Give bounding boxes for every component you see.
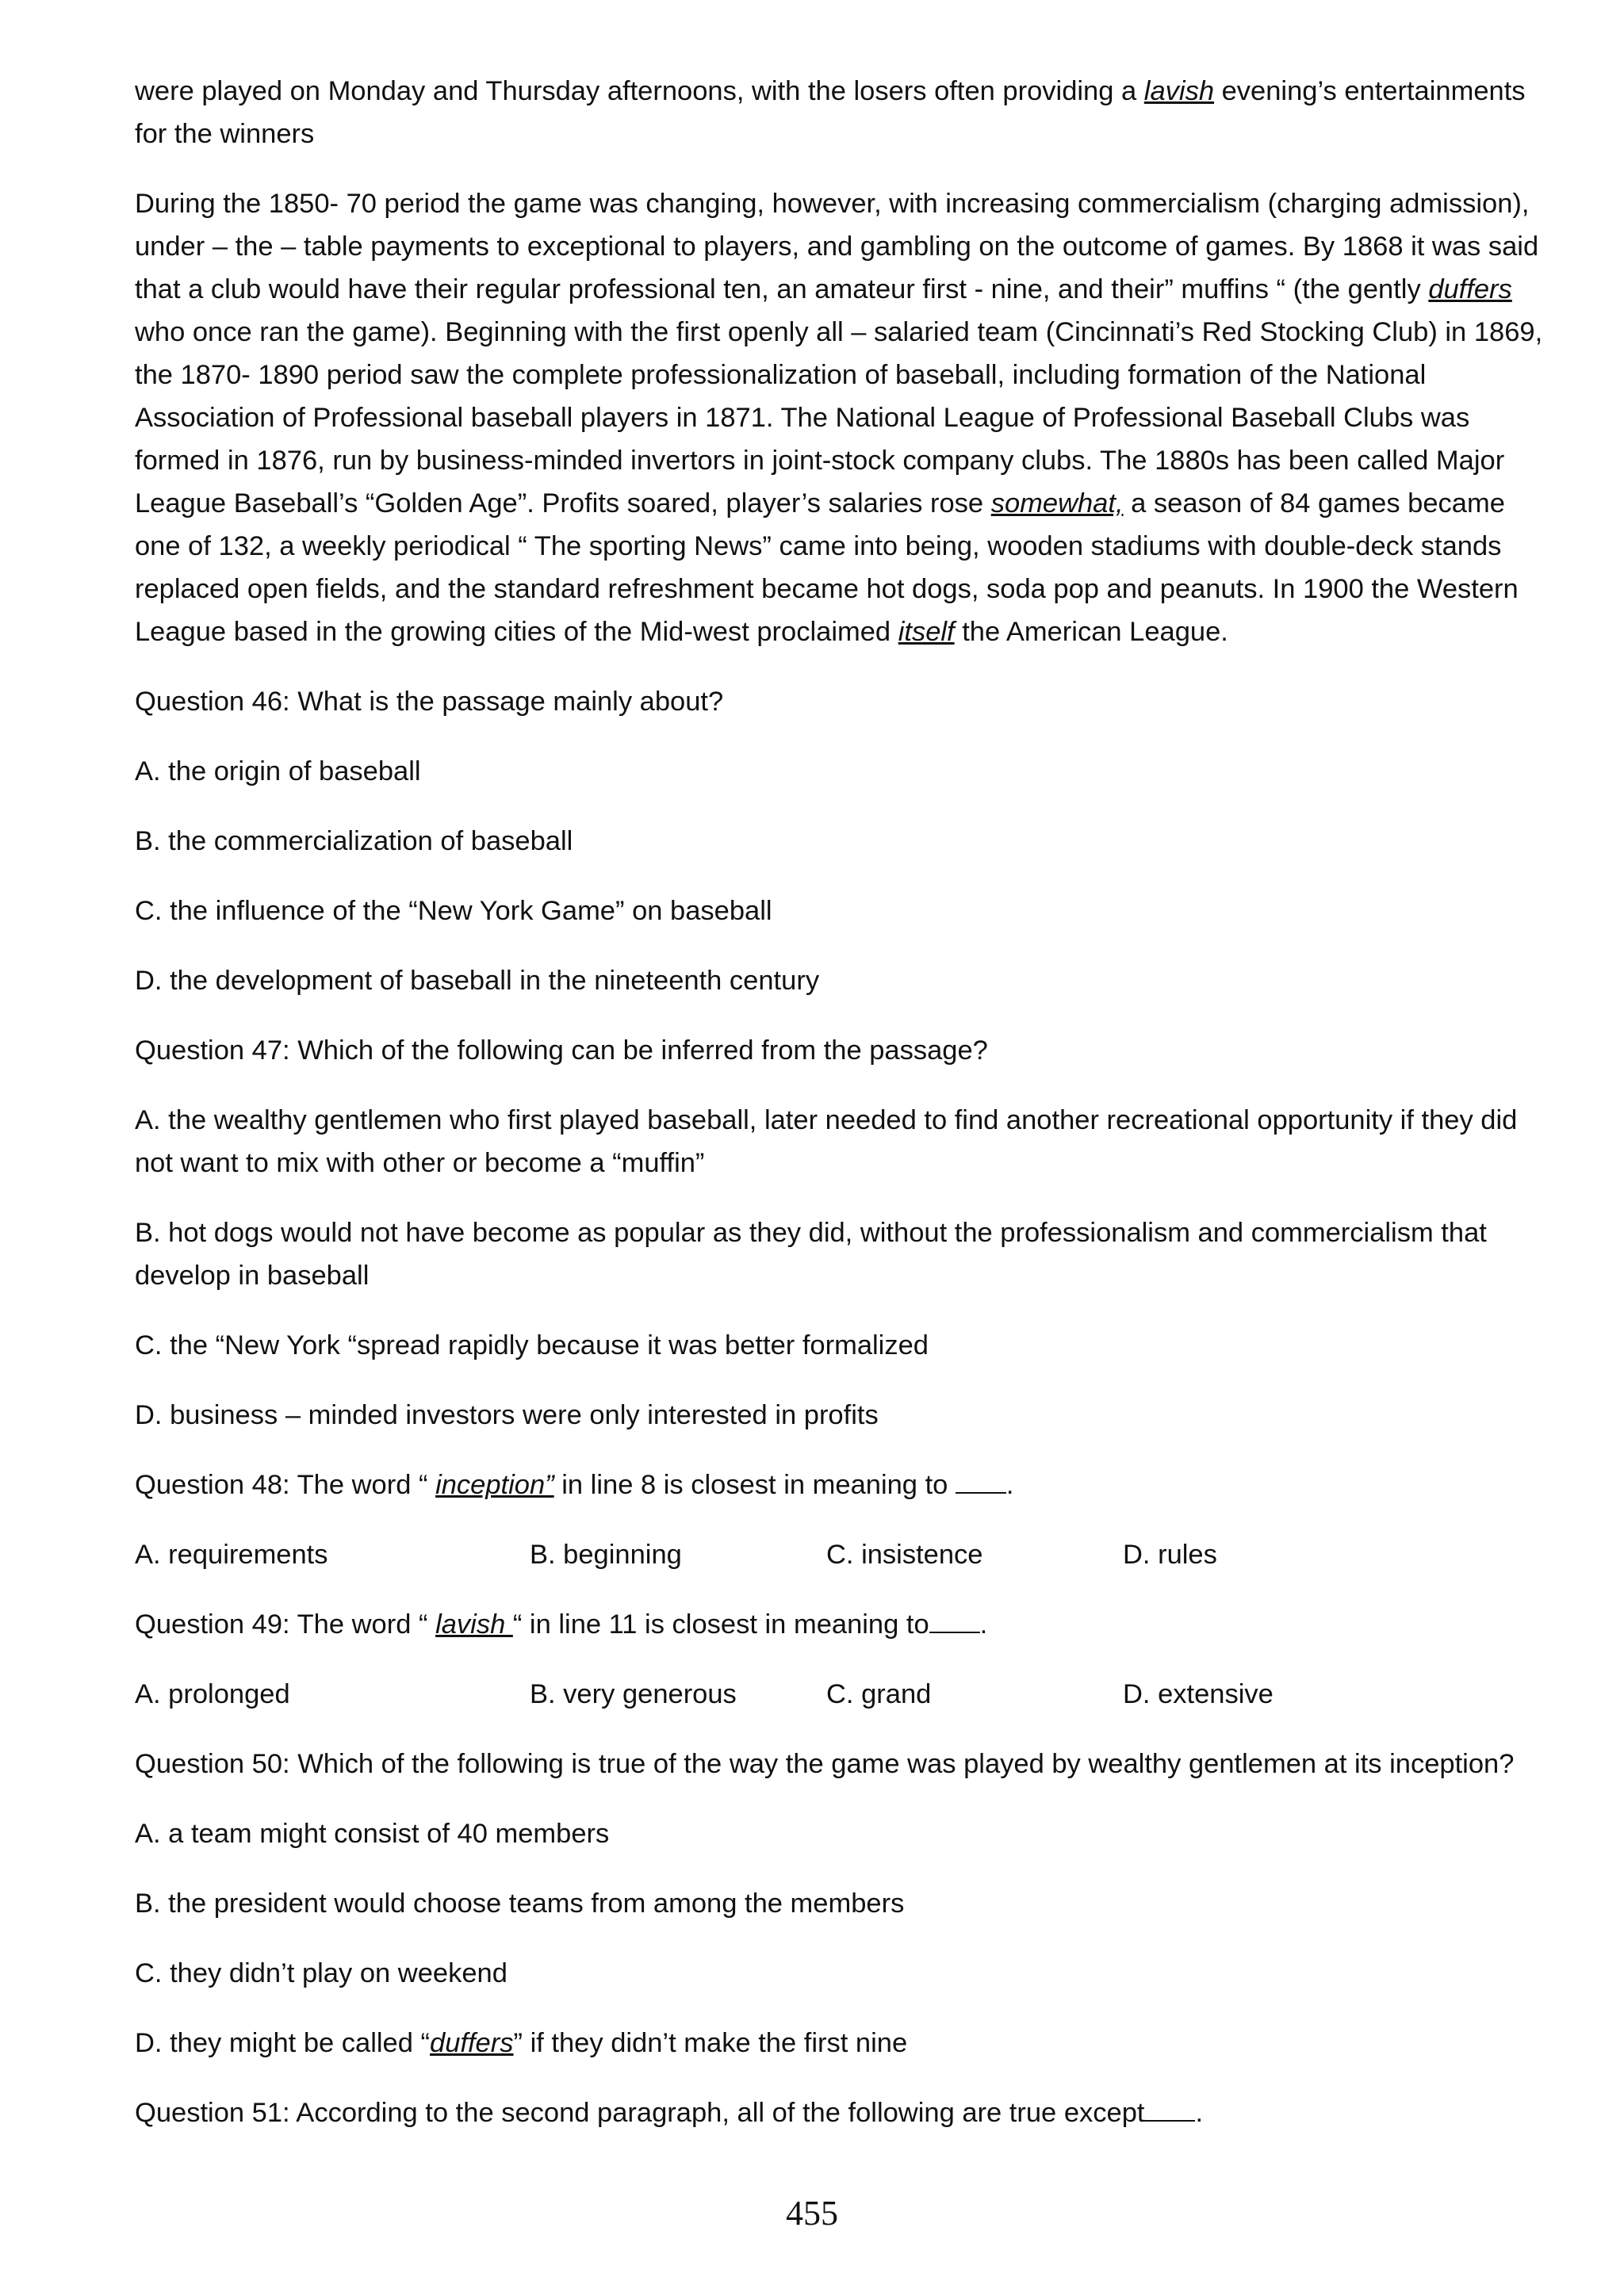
passage-text: During the 1850- 70 period the game was changing, however, with increasing commercialism (charging admission), under – the – table payments to exceptional to players, and gambling on the outcome of games. By 1868 it was said that a club would have their regular professional ten, an amateur first - nine, and their” muffins “ (the gently — [135, 189, 1539, 304]
page-number: 455 — [786, 2194, 838, 2233]
question-48-options — [135, 1533, 1554, 1576]
passage-text: the American League. — [954, 617, 1228, 647]
question-46-stem: Question 46: What is the passage mainly about? — [135, 687, 724, 717]
answer-blank — [929, 1609, 980, 1633]
question-47-option-a: A. the wealthy gentlemen who first played baseball, later needed to find another recreational opportunity if they did not want to mix with other or become a “muffin” — [135, 1105, 1518, 1178]
question-50-option-b: B. the president would choose teams from among the members — [135, 1888, 905, 1919]
underlined-word-duffers: duffers — [1428, 274, 1512, 304]
question-text: Question 51: According to the second paragraph, all of the following are true except — [135, 2098, 1145, 2128]
underlined-word-lavish: lavish — [1143, 76, 1215, 106]
question-48-stem — [135, 1464, 1554, 1506]
question-47-stem: Question 47: Which of the following can be inferred from the passage? — [135, 1035, 988, 1066]
answer-blank — [1144, 2098, 1195, 2122]
question-47-option-b: B. hot dogs would not have become as popular as they did, without the professionalism and commercialism that develop in baseball — [135, 1218, 1487, 1291]
question-49-options — [135, 1673, 1554, 1716]
question-50-stem: Question 50: Which of the following is true of the way the game was played by wealthy gentlemen at its inception? — [135, 1749, 1515, 1779]
underlined-word-duffers: duffers — [430, 2028, 514, 2058]
question-49-option-d: D. extensive — [1123, 1679, 1274, 1709]
question-text: Question 49: The word “ — [135, 1609, 436, 1640]
question-46-option-c: C. the influence of the “New York Game” on baseball — [135, 896, 772, 926]
question-text: . — [979, 1609, 988, 1640]
question-46-option-a: A. the origin of baseball — [135, 756, 421, 786]
question-47-option-c: C. the “New York “spread rapidly because it was better formalized — [135, 1330, 929, 1360]
question-46-option-b: B. the commercialization of baseball — [135, 826, 573, 856]
underlined-word-inception: inception” — [435, 1470, 554, 1500]
passage-text: evening’s entertainments for the winners — [135, 76, 1526, 149]
question-text: “ in line 11 is closest in meaning to — [512, 1609, 929, 1640]
question-50-option-a: A. a team might consist of 40 members — [135, 1819, 610, 1849]
underlined-word-lavish: lavish — [435, 1609, 513, 1640]
question-49-option-b: B. very generous — [530, 1679, 737, 1709]
question-48-option-a: A. requirements — [135, 1540, 328, 1570]
underlined-word-somewhat: somewhat, — [990, 488, 1124, 519]
question-48-option-c: C. insistence — [826, 1540, 983, 1570]
question-46-option-d: D. the development of baseball in the nineteenth century — [135, 966, 820, 996]
question-49-option-c: C. grand — [826, 1679, 932, 1709]
document-page — [135, 70, 1554, 2161]
passage-paragraph-1 — [135, 70, 1554, 155]
question-48-option-d: D. rules — [1123, 1540, 1217, 1570]
question-text: Question 48: The word “ — [135, 1470, 436, 1500]
question-text: . — [1195, 2098, 1204, 2128]
answer-blank — [956, 1470, 1006, 1494]
underlined-word-itself: itself — [898, 617, 955, 647]
question-49-option-a: A. prolonged — [135, 1679, 290, 1709]
passage-paragraph-2 — [135, 182, 1554, 653]
question-48-option-b: B. beginning — [530, 1540, 682, 1570]
question-51-stem — [135, 2091, 1554, 2134]
option-text: D. they might be called “ — [135, 2028, 431, 2058]
option-text: ” if they didn’t make the first nine — [513, 2028, 908, 2058]
question-50-option-c: C. they didn’t play on weekend — [135, 1958, 508, 1988]
question-47-option-d: D. business – minded investors were only interested in profits — [135, 1400, 879, 1430]
question-text: . — [1005, 1470, 1014, 1500]
passage-text: a season of 84 games became one of 132, a weekly periodical “ The sporting News” came into being, wooden stadiums with double-deck stands replaced open fields, and the standard refreshment became hot dogs, soda pop and peanuts. In 1900 the Western League based in the growing cities of the Mid-west proclaimed — [135, 488, 1519, 647]
passage-text: who once ran the game). Beginning with the first openly all – salaried team (Cincinnati’s Red Stocking Club) in 1869, the 1870- 1890 period saw the complete professionalization of baseball, including formation of the National Association of Professional baseball players in 1871. The National League of Professional Baseball Clubs was formed in 1876, run by business-minded invertors in joint-stock company clubs. The 1880s has been called Major League Baseball’s “Golden Age”. Profits soared, player’s salaries rose — [135, 317, 1543, 519]
question-text: in line 8 is closest in meaning to — [553, 1470, 956, 1500]
passage-text: were played on Monday and Thursday afternoons, with the losers often providing a — [135, 76, 1144, 106]
question-49-stem — [135, 1603, 1554, 1646]
question-50-option-d — [135, 2022, 1554, 2064]
